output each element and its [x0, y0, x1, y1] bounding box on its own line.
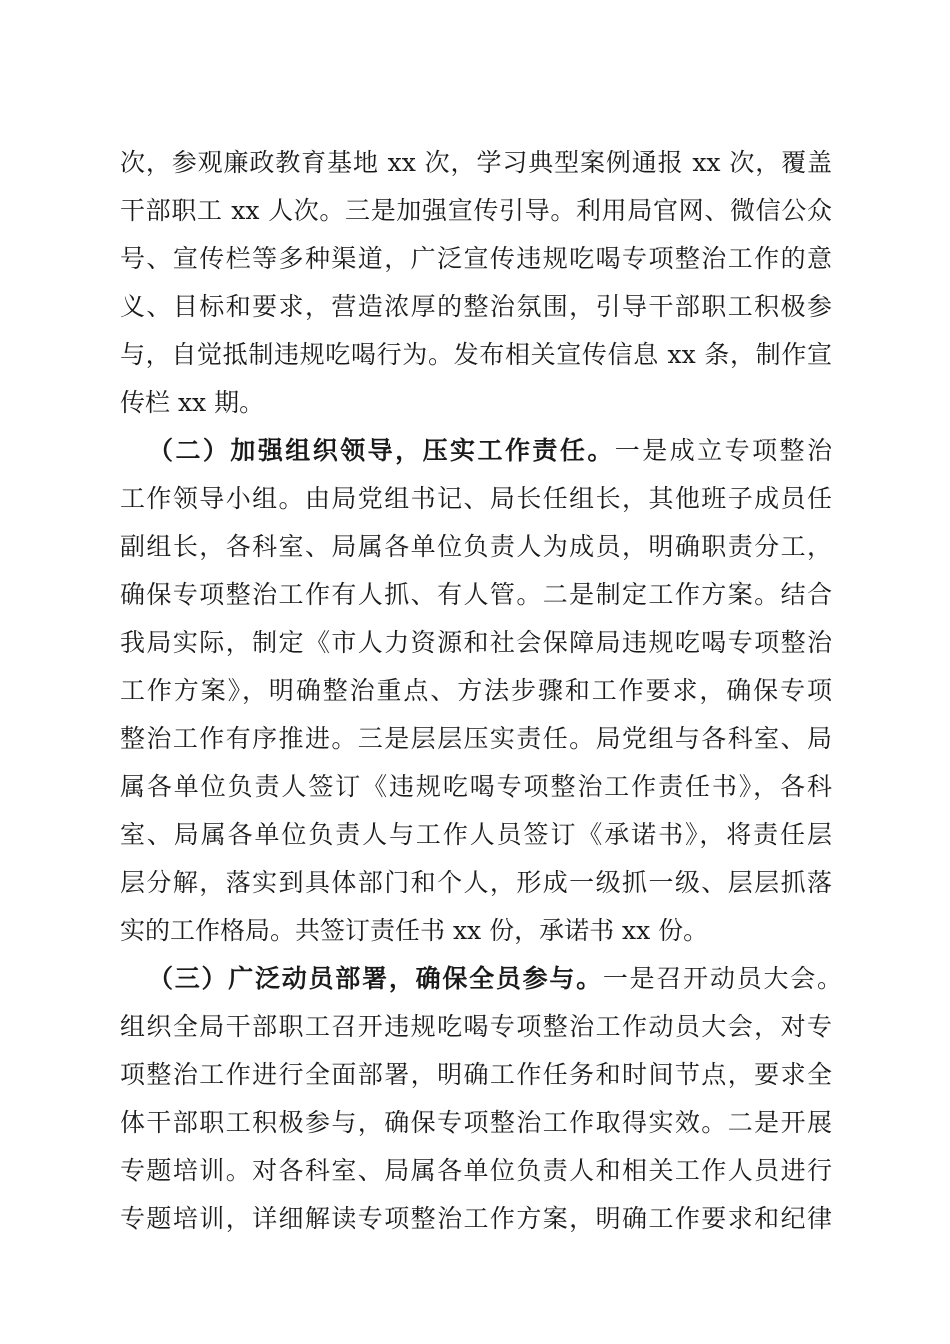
- section-heading: （三）广泛动员部署，确保全员参与。: [148, 964, 603, 993]
- section-heading-line: [148, 955, 842, 1003]
- paragraph-line: 干部职工 xx 人次。三是加强宣传引导。利用局官网、微信公众: [120, 196, 832, 225]
- section-heading-line: [148, 427, 832, 475]
- paragraph-text: 一是成立专项整治: [614, 436, 832, 465]
- paragraph-text: 一是召开动员大会。: [602, 964, 842, 993]
- paragraph-line: 专题培训。对各科室、局属各单位负责人和相关工作人员进行: [120, 1156, 832, 1185]
- paragraph-line: 整治工作有序推进。三是层层压实责任。局党组与各科室、局: [120, 724, 832, 753]
- paragraph-line: 实的工作格局。共签订责任书 xx 份，承诺书 xx 份。: [120, 916, 709, 945]
- paragraph-line: 组织全局干部职工召开违规吃喝专项整治工作动员大会，对专: [120, 1012, 832, 1041]
- paragraph-line: 层分解，落实到具体部门和个人，形成一级抓一级、层层抓落: [120, 868, 832, 897]
- paragraph-line: 我局实际，制定《市人力资源和社会保障局违规吃喝专项整治: [120, 628, 832, 657]
- paragraph-line: 项整治工作进行全面部署，明确工作任务和时间节点，要求全: [120, 1060, 832, 1089]
- paragraph-line: 号、宣传栏等多种渠道，广泛宣传违规吃喝专项整治工作的意: [120, 244, 832, 273]
- section-heading: （二）加强组织领导，压实工作责任。: [148, 436, 615, 465]
- paragraph-line: 传栏 xx 期。: [120, 388, 265, 417]
- paragraph-line: 工作方案》，明确整治重点、方法步骤和工作要求，确保专项: [120, 676, 832, 705]
- paragraph-line: 专题培训，详细解读专项整治工作方案，明确工作要求和纪律: [120, 1204, 832, 1233]
- paragraph-line: 确保专项整治工作有人抓、有人管。二是制定工作方案。结合: [120, 580, 832, 609]
- paragraph-line: 副组长，各科室、局属各单位负责人为成员，明确职责分工，: [120, 532, 832, 561]
- paragraph-line: 义、目标和要求，营造浓厚的整治氛围，引导干部职工积极参: [120, 292, 832, 321]
- paragraph-line: 次，参观廉政教育基地 xx 次，学习典型案例通报 xx 次，覆盖: [120, 148, 832, 177]
- paragraph-line: 工作领导小组。由局党组书记、局长任组长，其他班子成员任: [120, 484, 832, 513]
- paragraph-line: 与，自觉抵制违规吃喝行为。发布相关宣传信息 xx 条，制作宣: [120, 340, 832, 369]
- paragraph-line: 属各单位负责人签订《违规吃喝专项整治工作责任书》，各科: [120, 772, 832, 801]
- paragraph-line: 室、局属各单位负责人与工作人员签订《承诺书》，将责任层: [120, 820, 832, 849]
- paragraph-line: 体干部职工积极参与，确保专项整治工作取得实效。二是开展: [120, 1108, 832, 1137]
